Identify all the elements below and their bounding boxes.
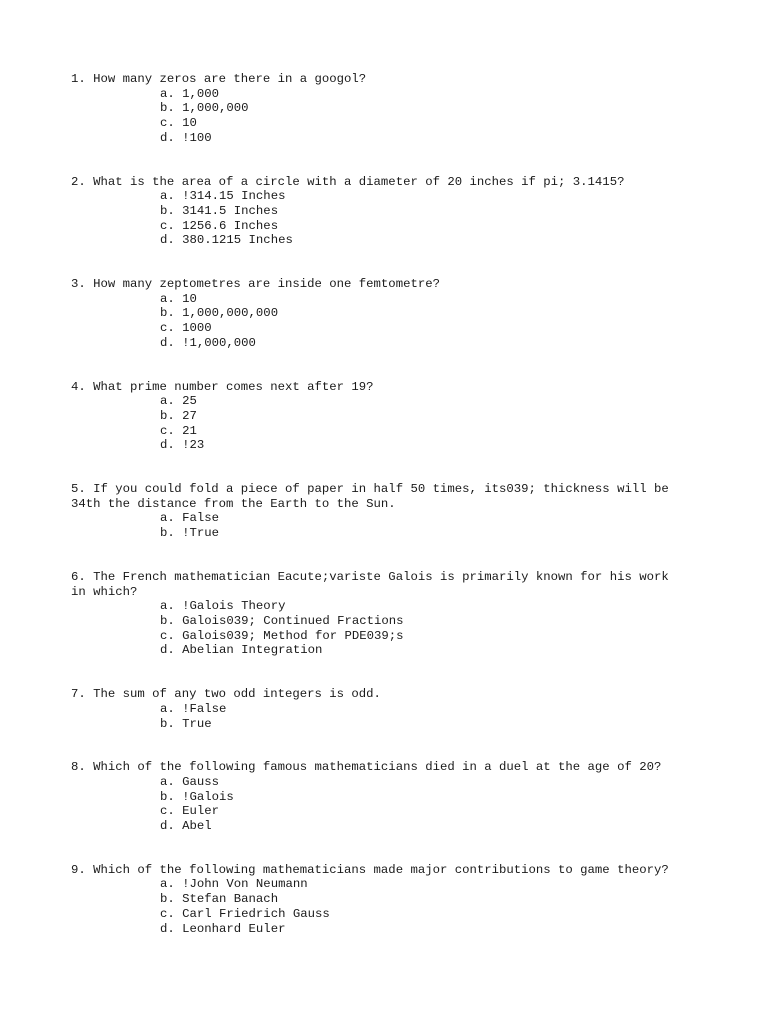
answer-options — [71, 511, 701, 540]
question-text: 3. How many zeptometres are inside one femtometre? — [71, 277, 440, 292]
answer-options — [71, 87, 701, 146]
question-8 — [71, 760, 701, 834]
question-5 — [71, 482, 701, 541]
answer-option-c: c. Carl Friedrich Gauss — [160, 906, 330, 921]
answer-option-a: a. !314.15 Inches — [160, 189, 286, 204]
question-text: 7. The sum of any two odd integers is odd. — [71, 687, 381, 702]
answer-options — [71, 775, 701, 834]
question-text: 5. If you could fold a piece of paper in half 50 times, its039; thickness will be 34th the distance from the Earth to the Sun. — [71, 482, 669, 511]
question-4 — [71, 380, 701, 454]
answer-option-b: b. Galois039; Continued Fractions — [160, 613, 404, 628]
answer-option-b: b. 27 — [160, 408, 197, 423]
answer-option-d: d. !23 — [160, 438, 205, 453]
answer-option-b: b. Stefan Banach — [160, 892, 279, 907]
answer-option-b: b. !True — [160, 526, 220, 541]
answer-option-d: d. !1,000,000 — [160, 335, 256, 350]
answer-option-a: a. !Galois Theory — [160, 599, 286, 614]
question-2 — [71, 175, 701, 249]
question-text: 2. What is the area of a circle with a diameter of 20 inches if pi; 3.1415? — [71, 174, 625, 189]
question-6 — [71, 570, 701, 658]
answer-options — [71, 702, 701, 731]
answer-option-d: d. 380.1215 Inches — [160, 233, 293, 248]
answer-option-c: c. Galois039; Method for PDE039;s — [160, 628, 404, 643]
answer-option-c: c. 10 — [160, 116, 197, 131]
answer-option-c: c. 21 — [160, 423, 197, 438]
question-9 — [71, 863, 701, 937]
answer-option-c: c. 1256.6 Inches — [160, 218, 279, 233]
answer-option-a: a. !John Von Neumann — [160, 877, 308, 892]
answer-option-d: d. Abel — [160, 819, 212, 834]
question-3 — [71, 277, 701, 351]
answer-option-c: c. Euler — [160, 804, 220, 819]
answer-option-b: b. True — [160, 716, 212, 731]
question-text: 4. What prime number comes next after 19? — [71, 379, 374, 394]
answer-options — [71, 189, 701, 248]
question-text: 1. How many zeros are there in a googol? — [71, 72, 367, 86]
quiz-document — [71, 72, 701, 965]
question-text: 8. Which of the following famous mathematicians died in a duel at the age of 20? — [71, 760, 662, 775]
answer-option-d: d. Abelian Integration — [160, 643, 323, 658]
answer-option-d: d. !100 — [160, 130, 212, 145]
answer-option-b: b. 1,000,000 — [160, 101, 249, 116]
question-1 — [71, 72, 701, 146]
answer-options — [71, 394, 701, 453]
answer-option-a: a. 10 — [160, 291, 197, 306]
answer-option-b: b. 1,000,000,000 — [160, 306, 279, 321]
answer-option-c: c. 1000 — [160, 321, 212, 336]
answer-option-a: a. False — [160, 511, 220, 526]
answer-option-d: d. Leonhard Euler — [160, 921, 286, 936]
question-text: 9. Which of the following mathematicians made major contributions to game theory? — [71, 862, 669, 877]
answer-option-b: b. !Galois — [160, 789, 234, 804]
answer-option-b: b. 3141.5 Inches — [160, 203, 279, 218]
answer-option-a: a. !False — [160, 701, 227, 716]
question-text: 6. The French mathematician Eacute;variste Galois is primarily known for his work in which? — [71, 569, 669, 599]
answer-option-a: a. Gauss — [160, 774, 220, 789]
answer-option-a: a. 1,000 — [160, 86, 220, 101]
answer-option-a: a. 25 — [160, 394, 197, 409]
answer-options — [71, 599, 701, 658]
answer-options — [71, 292, 701, 351]
question-7 — [71, 687, 701, 731]
answer-options — [71, 877, 701, 936]
